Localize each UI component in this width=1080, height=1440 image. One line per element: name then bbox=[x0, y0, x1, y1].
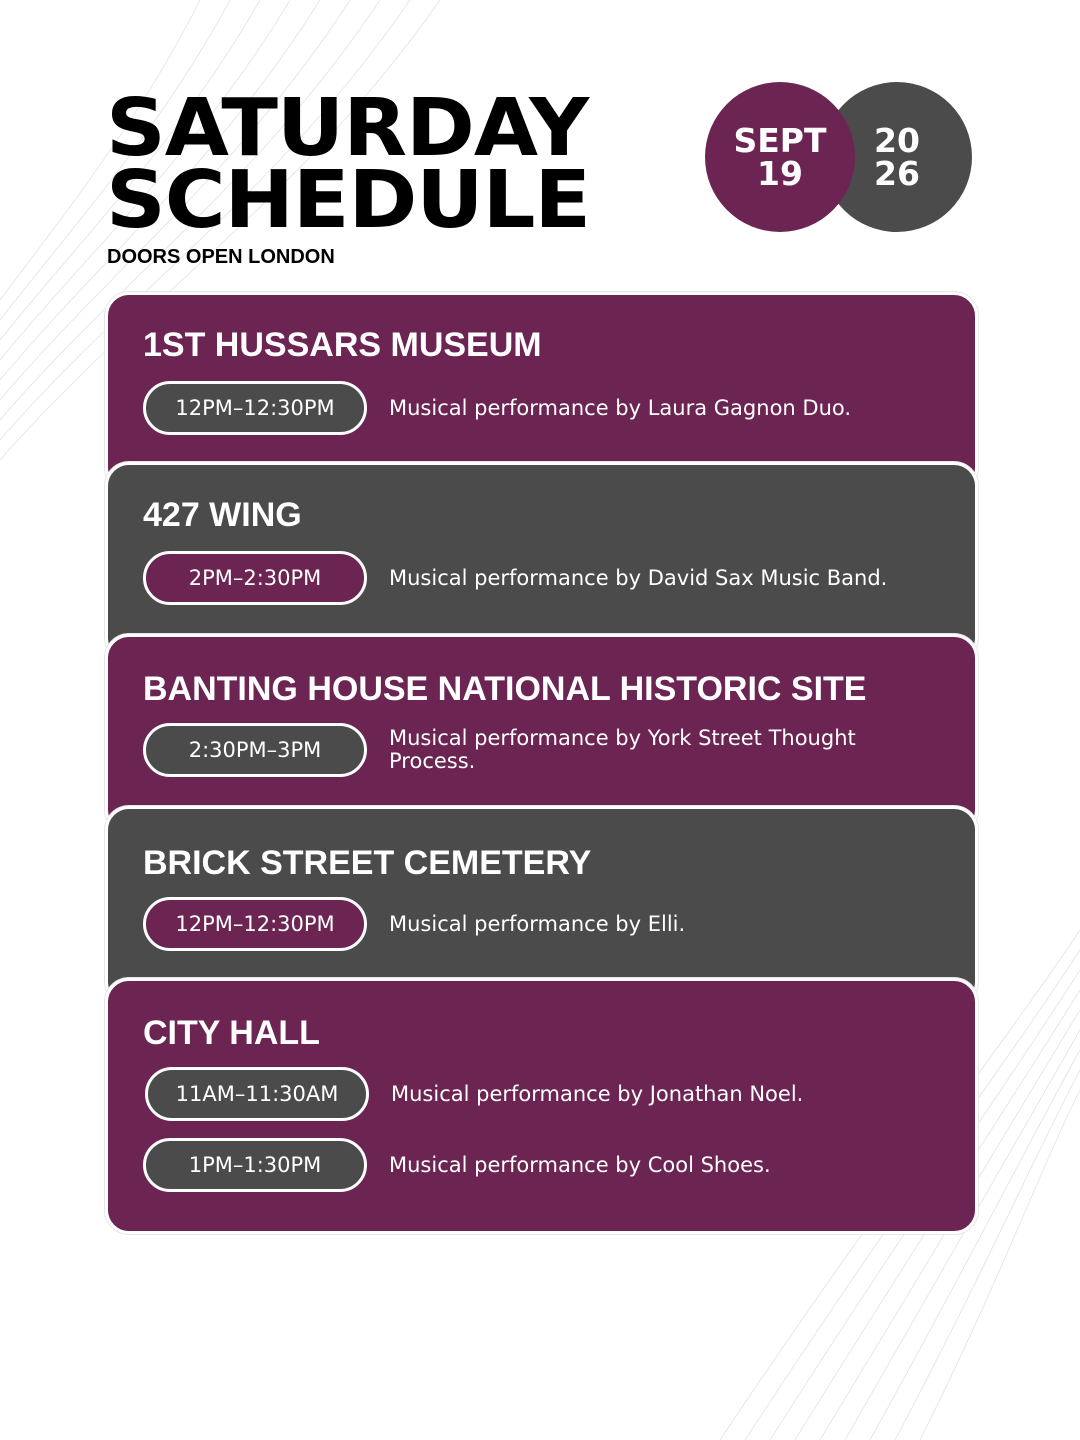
date-year-bottom: 26 bbox=[874, 154, 920, 193]
time-pill: 1PM–1:30PM bbox=[143, 1138, 367, 1192]
slot-description: Musical performance by Cool Shoes. bbox=[389, 1152, 771, 1177]
schedule-slot bbox=[143, 723, 983, 777]
page-subtitle: DOORS OPEN LONDON bbox=[107, 246, 335, 268]
slot-description: Musical performance by York Street Thought Process. bbox=[389, 726, 856, 773]
schedule-slot bbox=[143, 1138, 983, 1192]
time-pill: 2PM–2:30PM bbox=[143, 551, 367, 605]
venue-name: 427 WING bbox=[143, 496, 302, 534]
date-year-top: 20 bbox=[874, 121, 920, 160]
venue-card-city-hall bbox=[105, 978, 978, 1234]
schedule-slot bbox=[143, 551, 983, 605]
schedule-slot bbox=[143, 381, 983, 435]
venue-name: BANTING HOUSE NATIONAL HISTORIC SITE bbox=[143, 670, 867, 708]
schedule-slot bbox=[145, 1067, 985, 1121]
time-pill: 2:30PM–3PM bbox=[143, 723, 367, 777]
venue-card-427-wing bbox=[105, 462, 978, 662]
schedule-slot bbox=[143, 897, 983, 951]
venue-name: 1ST HUSSARS MUSEUM bbox=[143, 326, 542, 364]
date-day: 19 bbox=[757, 154, 803, 193]
venue-card-brick-street-cemetery bbox=[105, 806, 978, 1006]
title-line-1: SATURDAY bbox=[106, 82, 589, 174]
venue-name: BRICK STREET CEMETERY bbox=[143, 844, 592, 882]
date-month: SEPT bbox=[733, 121, 827, 160]
date-month-day-badge bbox=[705, 82, 855, 232]
venue-name: CITY HALL bbox=[143, 1014, 320, 1052]
slot-description: Musical performance by Laura Gagnon Duo. bbox=[389, 395, 852, 420]
time-pill: 12PM–12:30PM bbox=[143, 381, 367, 435]
slot-description: Musical performance by Elli. bbox=[389, 911, 686, 936]
slot-description: Musical performance by David Sax Music Band. bbox=[389, 565, 888, 590]
time-pill: 12PM–12:30PM bbox=[143, 897, 367, 951]
slot-description: Musical performance by Jonathan Noel. bbox=[391, 1081, 804, 1106]
title-line-2: SCHEDULE bbox=[106, 154, 591, 246]
page-title bbox=[106, 82, 591, 246]
venue-card-banting-house bbox=[105, 634, 978, 834]
time-pill: 11AM–11:30AM bbox=[145, 1067, 369, 1121]
